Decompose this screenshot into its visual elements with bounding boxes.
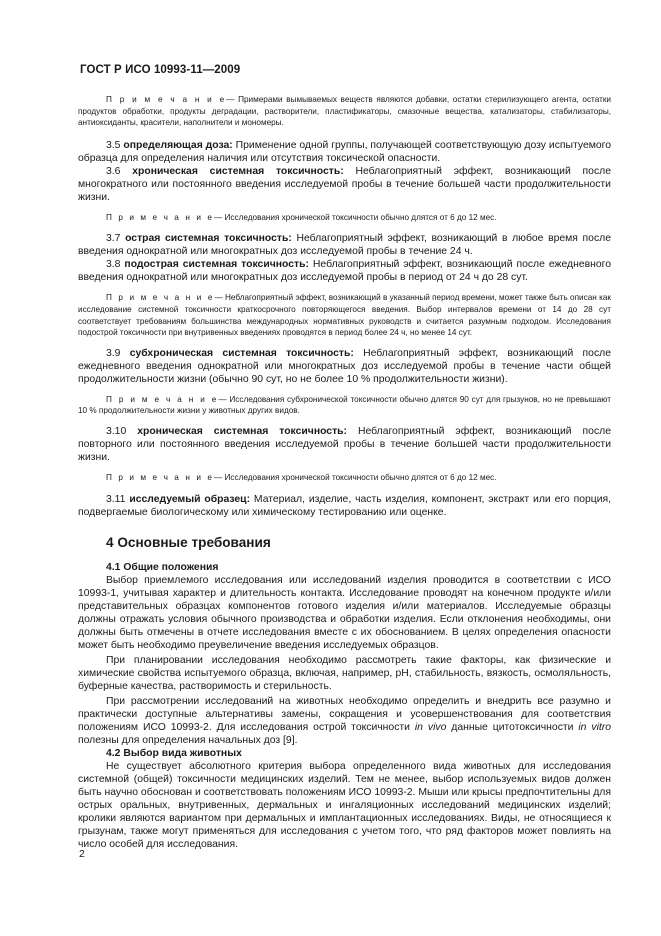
term-3-8: 3.8 подострая системная токсичность: Неблагоприятный эффект, возникающий после ежедневного введения однократной или многократных доз исследуемой пробы в период от 24 ч до 28 сут. [78,259,611,284]
paragraph-4-2-1: Не существует абсолютного критерия выбора определенного вида животных для исследования системной (общей) токсичности медицинских изделий. Тем не менее, выбор используемых видов должен быть научно обоснован и соответствовать положениям ИСО 10993-2. Мыши или крысы предпочтительны для острых оральных, внутривенных, дермальных и ингаляционных исследований медицинских изделий; кролики являются вариантом при дермальных и имплантационных исследованиях. Виды, не относящиеся к грызунам, также могут применяться для исследования с учетом того, что ряд факторов может повлиять на число особей для исследования. [78,760,611,850]
note-2: П р и м е ч а н и е— Исследования хронической токсичности обычно длятся от 6 до 12 мес. [106,212,497,222]
note-label: П р и м е ч а н и е [106,293,215,303]
term-name: хроническая системная токсичность: [132,165,344,177]
term-name: субхроническая системная токсичность: [129,347,354,359]
italic-term: in vitro [578,721,612,733]
paragraph-4-1-1: Выбор приемлемого исследования или исследований изделия проводится в соответствии с ИСО 10993-1, учитывая характер и длительность контакта. Исследование проводят на конечном продукте и/или представительных образцах компонентов готового изделия и/или материалов. Исследуемые образцы должны отражать условия обычного производства и обработки изделия. Если отклонения необходимы, они должны быть отмечены в отчете исследования вместе с их обоснованием. В целях определения опасности может быть необходимо преувеличение введения исследуемых образцов. [78,574,611,651]
document-header: ГОСТ Р ИСО 10993-11—2009 [80,64,241,76]
note-3: П р и м е ч а н и е— Неблагоприятный эффект, возникающий в указанный период времени, может также быть описан как исследование системной токсичности краткосрочного повторяющегося введения. Выбор интервалов времени от 14 до 28 сут соответствует требованиям большинства международных нормативных руководств и считается разумным подходом. Исследования подострой токсичности при внутривенных введениях проводятся в период более 24 ч, но менее 14 сут. [78,293,611,338]
note-5: П р и м е ч а н и е— Исследования хронической токсичности обычно длятся от 6 до 12 мес. [106,472,497,482]
note-label: П р и м е ч а н и е [106,472,215,482]
paragraph-4-1-3: При рассмотрении исследований на животных необходимо определить и внедрить все разумно и практически доступные альтернативы замены, сокращения и усовершенствования для соответствия положениям ИСО 10993-2. Для исследования острой токсичности in vivo данные цитотоксичности in vitro полезны для определения начальных доз [9]. [78,695,612,746]
note-4: П р и м е ч а н и е— Исследования субхронической токсичности обычно длятся 90 сут для грызунов, но не превышают 10 % продолжительности жизни у животных других видов. [78,394,611,416]
subsection-4-2-title: 4.2 Выбор вида животных [106,747,242,759]
term-3-9: 3.9 субхроническая системная токсичность: Неблагоприятный эффект, возникающий после ежедневного введения однократной или многократных доз исследуемой пробы в течение части общей продолжительности жизни (обычно 90 сут, но не более 10 % продолжительности жизни). [78,347,611,385]
term-3-5: 3.5 определяющая доза: Применение одной группы, получающей соответствующую дозу испытуемого образца для определения наличия или отсутствия токсической опасности. [78,139,611,164]
note-label: П р и м е ч а н и е [106,394,219,404]
term-3-7: 3.7 острая системная токсичность: Неблагоприятный эффект, возникающий в любое время после введения однократной или многократных доз исследуемой пробы в течение 24 ч. [78,233,611,258]
paragraph-4-1-2: При планировании исследования необходимо рассмотреть такие факторы, как физические и химические свойства испытуемого образца, включая, например, pH, стабильность, вязкость, осмоляльность, буферные качества, растворимость и стерильность. [78,654,611,692]
term-name: подострая системная токсичность: [124,259,309,271]
term-name: хроническая системная токсичность: [137,425,348,437]
term-name: определяющая доза: [123,139,233,151]
page-number: 2 [79,848,85,860]
subsection-4-1-title: 4.1 Общие положения [106,561,219,573]
note-label: П р и м е ч а н и е [106,212,215,222]
term-3-11: 3.11 исследуемый образец: Материал, изделие, часть изделия, компонент, экстракт или его порция, подвергаемые биологическому или химическому тестированию или оценке. [78,493,612,518]
term-3-6: 3.6 хроническая системная токсичность: Неблагоприятный эффект, возникающий после многократного или постоянного введения исследуемой пробы в течение большей части продолжительности жизни. [78,165,611,203]
note-label: П р и м е ч а н и е [106,95,227,104]
note-1: П р и м е ч а н и е— Примерами вымываемых веществ являются добавки, остатки стерилизующего агента, остатки продуктов обработки, продукты деградации, растворители, пластификаторы, смазочные вещества, катализаторы, стабилизаторы, антиоксиданты, красители, наполнители и мономеры. [78,95,611,128]
term-name: острая системная токсичность: [125,233,292,245]
italic-term: in vivo [414,721,447,733]
section-4-title: 4 Основные требования [106,534,271,550]
term-name: исследуемый образец: [129,493,251,505]
term-3-10: 3.10 хроническая системная токсичность: Неблагоприятный эффект, возникающий после повторного или постоянного введения исследуемой пробы в течение большей части продолжительности жизни. [78,425,611,463]
page-content [78,94,611,851]
